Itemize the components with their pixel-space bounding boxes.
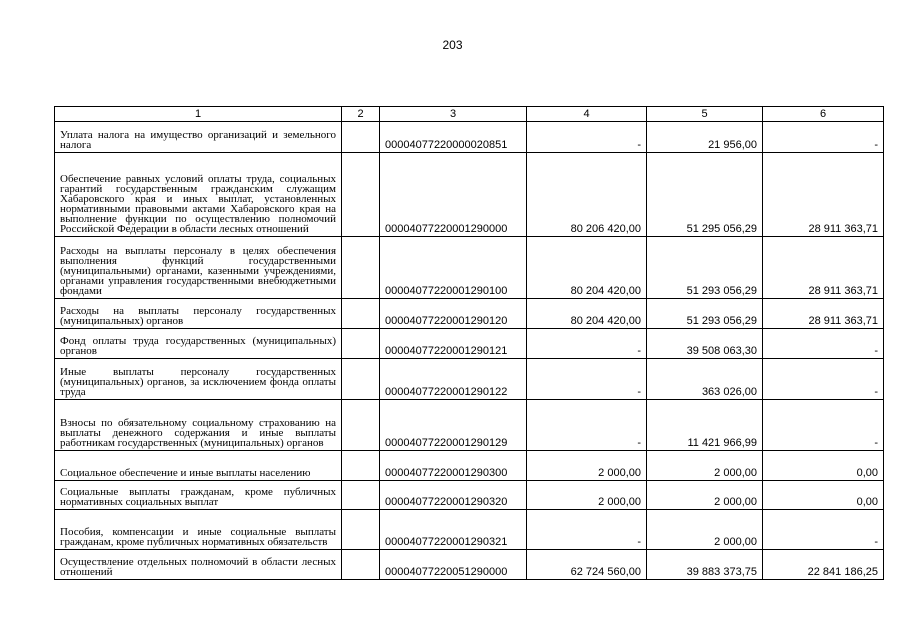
row-code: 00004077220001290321	[380, 510, 527, 550]
row-value-4: 2 000,00	[527, 451, 647, 481]
table-row	[55, 550, 884, 580]
table-row	[55, 122, 884, 153]
column-header: 2	[342, 107, 380, 122]
row-code: 00004077220001290300	[380, 451, 527, 481]
row-value-6: -	[763, 122, 884, 153]
row-col2	[342, 451, 380, 481]
column-header: 4	[527, 107, 647, 122]
table-row	[55, 481, 884, 510]
row-code: 00004077220001290100	[380, 237, 527, 299]
row-col2	[342, 359, 380, 400]
row-name: Иные выплаты персоналу государственных (муниципальных) органов, за исключением фонда оплаты труда	[55, 359, 342, 400]
row-col2	[342, 329, 380, 359]
row-value-6: 28 911 363,71	[763, 153, 884, 237]
page-number: 203	[442, 38, 463, 52]
row-col2	[342, 299, 380, 329]
column-header: 5	[647, 107, 763, 122]
row-value-6: -	[763, 510, 884, 550]
table-row	[55, 400, 884, 451]
row-value-4: 80 204 420,00	[527, 237, 647, 299]
row-col2	[342, 510, 380, 550]
table-row	[55, 237, 884, 299]
budget-table	[54, 106, 884, 580]
row-code: 00004077220000020851	[380, 122, 527, 153]
row-name: Расходы на выплаты персоналу государственных (муниципальных) органов	[55, 299, 342, 329]
row-name: Социальное обеспечение и иные выплаты населению	[55, 451, 342, 481]
row-code: 00004077220001290000	[380, 153, 527, 237]
row-value-5: 2 000,00	[647, 481, 763, 510]
table-row	[55, 153, 884, 237]
row-value-5: 2 000,00	[647, 451, 763, 481]
table-header-row	[55, 107, 884, 122]
row-value-4: 2 000,00	[527, 481, 647, 510]
table-row	[55, 510, 884, 550]
row-value-4: -	[527, 510, 647, 550]
row-value-4: 80 204 420,00	[527, 299, 647, 329]
row-value-4: 62 724 560,00	[527, 550, 647, 580]
table-row	[55, 329, 884, 359]
row-value-6: 0,00	[763, 451, 884, 481]
row-value-6: 0,00	[763, 481, 884, 510]
table-row	[55, 299, 884, 329]
row-name: Взносы по обязательному социальному страхованию на выплаты денежного содержания и иные выплаты работникам государственных (муниципальных) органов	[55, 400, 342, 451]
row-value-5: 51 293 056,29	[647, 299, 763, 329]
row-name: Пособия, компенсации и иные социальные выплаты гражданам, кроме публичных нормативных обязательств	[55, 510, 342, 550]
row-col2	[342, 481, 380, 510]
table-row	[55, 359, 884, 400]
row-col2	[342, 153, 380, 237]
table-row	[55, 451, 884, 481]
row-value-5: 39 883 373,75	[647, 550, 763, 580]
row-value-6: -	[763, 329, 884, 359]
row-value-5: 21 956,00	[647, 122, 763, 153]
column-header: 1	[55, 107, 342, 122]
column-header: 3	[380, 107, 527, 122]
row-value-5: 39 508 063,30	[647, 329, 763, 359]
row-value-6: 28 911 363,71	[763, 237, 884, 299]
row-name: Обеспечение равных условий оплаты труда, социальных гарантий государственным гражданским служащим Хабаровского края и иных выплат, установленных нормативными правовыми актами Хабаровского края на выполнение функции по осуществлению полномочий Российской Федерации в области лесных отношений	[55, 153, 342, 237]
row-name: Фонд оплаты труда государственных (муниципальных) органов	[55, 329, 342, 359]
row-value-4: 80 206 420,00	[527, 153, 647, 237]
row-col2	[342, 122, 380, 153]
row-col2	[342, 237, 380, 299]
row-code: 00004077220001290129	[380, 400, 527, 451]
row-value-4: -	[527, 400, 647, 451]
row-value-5: 11 421 966,99	[647, 400, 763, 451]
row-code: 00004077220001290121	[380, 329, 527, 359]
row-name: Социальные выплаты гражданам, кроме публичных нормативных социальных выплат	[55, 481, 342, 510]
row-value-6: -	[763, 359, 884, 400]
row-value-4: -	[527, 329, 647, 359]
row-code: 00004077220001290320	[380, 481, 527, 510]
row-value-6: -	[763, 400, 884, 451]
row-value-5: 51 293 056,29	[647, 237, 763, 299]
row-value-5: 2 000,00	[647, 510, 763, 550]
row-code: 00004077220001290120	[380, 299, 527, 329]
row-col2	[342, 400, 380, 451]
row-value-5: 51 295 056,29	[647, 153, 763, 237]
row-value-4: -	[527, 122, 647, 153]
row-col2	[342, 550, 380, 580]
row-value-6: 28 911 363,71	[763, 299, 884, 329]
row-value-4: -	[527, 359, 647, 400]
row-name: Осуществление отдельных полномочий в области лесных отношений	[55, 550, 342, 580]
row-code: 00004077220001290122	[380, 359, 527, 400]
row-value-5: 363 026,00	[647, 359, 763, 400]
row-value-6: 22 841 186,25	[763, 550, 884, 580]
row-code: 00004077220051290000	[380, 550, 527, 580]
column-header: 6	[763, 107, 884, 122]
row-name: Расходы на выплаты персоналу в целях обеспечения выполнения функций государственными (муниципальными) органами, казенными учреждениями, органами управления государственными внебюджетными фондами	[55, 237, 342, 299]
row-name: Уплата налога на имущество организаций и земельного налога	[55, 122, 342, 153]
